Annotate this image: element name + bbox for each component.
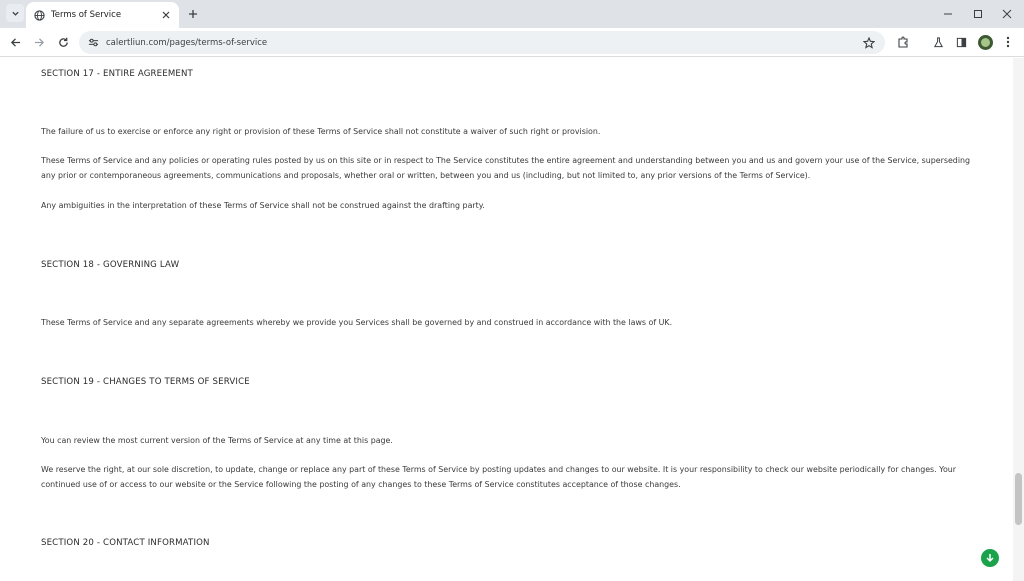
section-19-paragraph-2: We reserve the right, at our sole discretion, to update, change or replace any part of these Terms of Service by posting updates and changes to our website. It is your responsibility to check our website periodically for changes. Your continued use of or access to our website or the Service following the posting of any changes to these Terms of Service constitutes acceptance of those changes.: [41, 465, 957, 489]
site-info-button[interactable]: [83, 33, 103, 53]
browser-toolbar: [0, 28, 1024, 57]
page-scrollbar[interactable]: [1013, 58, 1024, 581]
arrow-right-icon: [34, 37, 45, 48]
profile-avatar[interactable]: [978, 35, 993, 50]
forward-button[interactable]: [29, 32, 49, 52]
close-icon: [1002, 9, 1012, 19]
page-viewport: [0, 58, 1013, 581]
back-button[interactable]: [5, 32, 25, 52]
tab-title: Terms of Service: [51, 10, 122, 20]
tab-strip: [0, 0, 1024, 28]
section-17-paragraph-2: These Terms of Service and any policies or operating rules posted by us on this site or in respect to The Service constitutes the entire agreement and understanding between you and us and govern your use of the Service, superseding any prior or contemporaneous agreements, communications and proposals, whether oral or written, between you and us (including, but not limited to, any prior versions of the Terms of Service).: [41, 156, 971, 180]
section-18-heading: SECTION 18 - GOVERNING LAW: [41, 260, 180, 270]
new-tab-button[interactable]: [184, 5, 202, 23]
scrollbar-thumb[interactable]: [1015, 473, 1022, 525]
arrow-left-icon: [10, 37, 21, 48]
arrow-down-icon: [985, 553, 995, 563]
section-17-heading: SECTION 17 - ENTIRE AGREEMENT: [41, 69, 193, 79]
plus-icon: [188, 9, 198, 19]
section-18-paragraph-1: These Terms of Service and any separate agreements whereby we provide you Services shall be governed by and construed in accordance with the laws of UK.: [41, 318, 673, 327]
chevron-down-icon: [11, 9, 20, 18]
close-icon: [162, 11, 170, 19]
reload-button[interactable]: [53, 32, 73, 52]
side-panel-button[interactable]: [951, 32, 971, 52]
tab-close-button[interactable]: [158, 7, 174, 23]
section-19-heading: SECTION 19 - CHANGES TO TERMS OF SERVICE: [41, 377, 250, 387]
star-icon: [863, 37, 875, 49]
globe-icon: [34, 10, 45, 21]
side-panel-icon: [956, 37, 967, 48]
section-17-paragraph-3: Any ambiguities in the interpretation of these Terms of Service shall not be construed against the drafting party.: [41, 201, 485, 210]
active-tab[interactable]: [26, 2, 179, 28]
tab-search-button[interactable]: [6, 4, 24, 22]
browser-menu-button[interactable]: [998, 32, 1018, 52]
flask-icon: [933, 37, 944, 48]
section-17-paragraph-1: The failure of us to exercise or enforce any right or provision of these Terms of Service shall not constitute a waiver of such right or provision.: [41, 127, 601, 136]
minimize-icon: [943, 9, 953, 19]
reload-icon: [58, 37, 69, 48]
minimize-button[interactable]: [931, 0, 965, 28]
url-text[interactable]: calertliun.com/pages/terms-of-service: [106, 37, 268, 48]
extensions-button[interactable]: [893, 32, 913, 52]
section-19-paragraph-1: You can review the most current version of the Terms of Service at any time at this page.: [41, 436, 393, 445]
tune-icon: [88, 37, 99, 48]
puzzle-icon: [897, 36, 909, 48]
section-20-heading: SECTION 20 - CONTACT INFORMATION: [41, 538, 210, 548]
download-button[interactable]: [981, 549, 999, 567]
maximize-icon: [973, 9, 983, 19]
bookmark-button[interactable]: [859, 33, 879, 53]
labs-button[interactable]: [928, 32, 948, 52]
address-bar[interactable]: [79, 31, 885, 54]
close-window-button[interactable]: [990, 0, 1024, 28]
more-vertical-icon: [1006, 36, 1010, 48]
